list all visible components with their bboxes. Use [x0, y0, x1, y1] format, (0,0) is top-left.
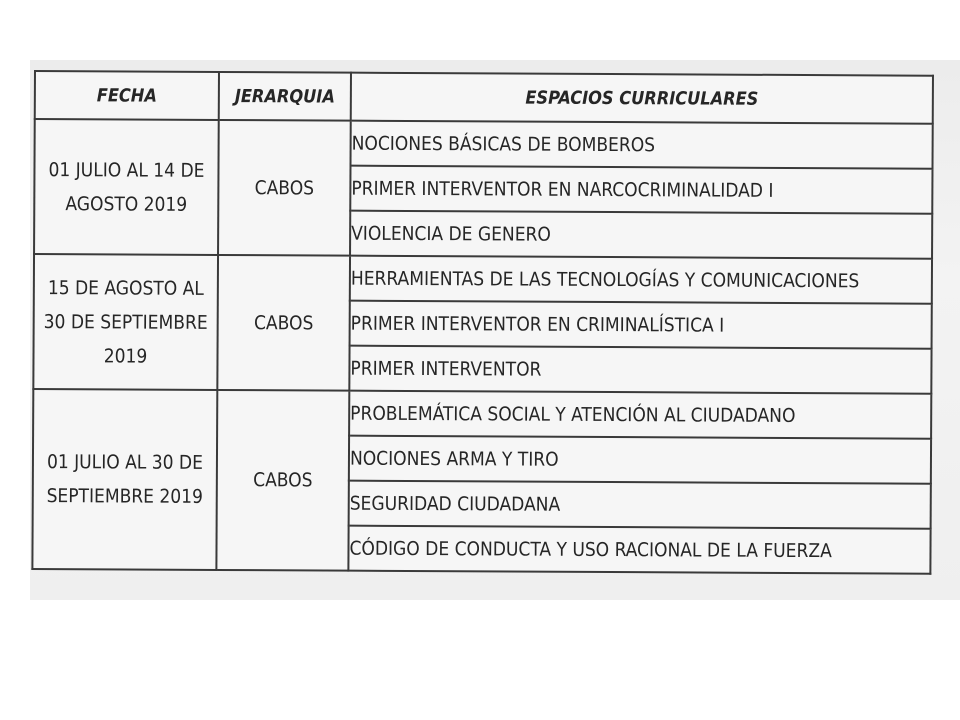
subject-cell: PRIMER INTERVENTOR EN CRIMINALÍSTICA I: [350, 301, 932, 349]
table-row: [33, 389, 931, 439]
jerarquia-cell: CABOS: [216, 390, 349, 571]
header-fecha: FECHA: [35, 71, 219, 120]
subject-cell: CÓDIGO DE CONDUCTA Y USO RACIONAL DE LA FUERZA: [348, 526, 930, 574]
subject-cell: SEGURIDAD CIUDADANA: [349, 481, 931, 529]
schedule-table: [31, 70, 934, 575]
header-row: [35, 71, 933, 124]
header-jerarquia: JERARQUIA: [219, 72, 351, 121]
fecha-cell: 15 DE AGOSTO AL 30 DE SEPTIEMBRE 2019: [33, 254, 218, 390]
jerarquia-cell: CABOS: [218, 120, 351, 256]
subject-cell: NOCIONES ARMA Y TIRO: [349, 436, 931, 484]
fecha-cell: 01 JULIO AL 14 DE AGOSTO 2019: [34, 119, 219, 255]
subject-cell: PRIMER INTERVENTOR EN NARCOCRIMINALIDAD I: [350, 166, 932, 214]
subject-cell: PRIMER INTERVENTOR: [349, 346, 931, 394]
subject-cell: NOCIONES BÁSICAS DE BOMBEROS: [351, 121, 933, 169]
subject-cell: PROBLEMÁTICA SOCIAL Y ATENCIÓN AL CIUDADANO: [349, 391, 931, 439]
table-row: [34, 254, 932, 304]
fecha-cell: 01 JULIO AL 30 DE SEPTIEMBRE 2019: [32, 389, 217, 570]
jerarquia-cell: CABOS: [217, 255, 350, 391]
subject-cell: VIOLENCIA DE GENERO: [350, 211, 932, 259]
subject-cell: HERRAMIENTAS DE LAS TECNOLOGÍAS Y COMUNICACIONES: [350, 256, 932, 304]
header-espacios: ESPACIOS CURRICULARES: [351, 73, 933, 124]
table-row: [35, 119, 933, 169]
